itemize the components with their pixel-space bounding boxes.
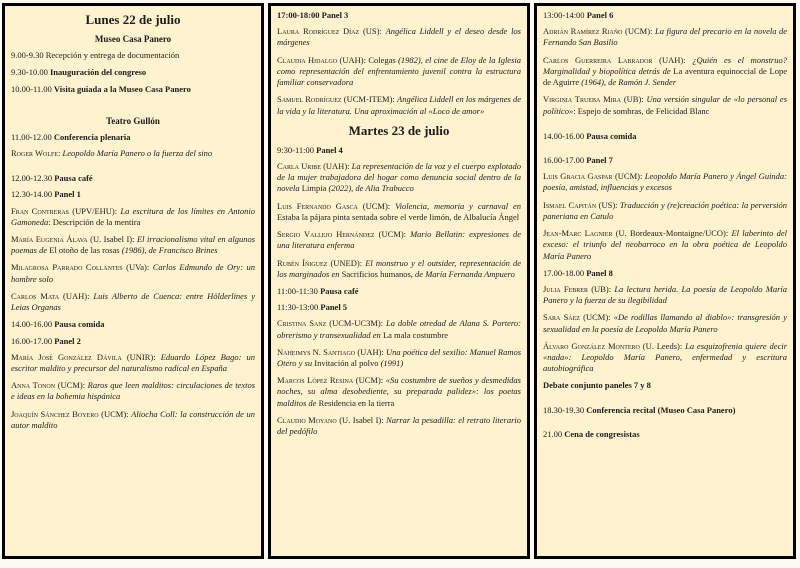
day-title: Lunes 22 de julio bbox=[85, 12, 181, 27]
column-monday bbox=[2, 3, 264, 559]
talk-entry: Luis Fernando Gasca (UCM): Violencia, memoria y carnaval en Estaba la pájara pinta sentada sobre el verde limón, de Albalucía Ángel bbox=[277, 200, 521, 222]
slot-heading: 11.00-12.00 Conferencia plenaria bbox=[11, 131, 131, 142]
talk-entry: Virginia Trueba Mira (UB): Una versión singular de «lo personal es político»: Espejo de sombras, de Felicidad Blanc bbox=[543, 94, 788, 116]
schedule-item: 10.00-11.00 Visita guiada a la Museo Casa Panero bbox=[11, 84, 191, 95]
slot-heading: 12.00-12.30 Pausa café bbox=[11, 173, 93, 184]
talk-entry: Luis Gracia Gaspar (UCM): Leopoldo María Panero y Ángel Guinda: poesía, amistad, influencias y excesos bbox=[543, 171, 788, 193]
slot-heading: 11:30-13:00 Panel 5 bbox=[277, 302, 348, 313]
talk-entry: Anna Tonon (UCM): Raros que leen malditos: circulaciones de textos e ideas en la bohemia hispánica bbox=[11, 380, 256, 402]
slot-heading: 14.00-16.00 Pausa comida bbox=[543, 130, 637, 141]
talk-entry: Milagrosa Parrado Collantes (UVa): Carlos Edmundo de Ory: un hombre solo bbox=[11, 262, 256, 284]
talk-entry: Fran Contreras (UPV/EHU): La escritura de los límites en Antonio Gamoneda: Descripción de la mentira bbox=[11, 205, 256, 227]
slot-heading: 14.00-16.00 Pausa comida bbox=[11, 319, 105, 330]
talk-entry: Laura Rodríguez Díaz (US): Angélica Liddell y el deseo desde los márgenes bbox=[277, 26, 521, 48]
talk-entry: Cristina Sanz (UCM-UC3M): La doble otredad de Alana S. Portero: obrerismo y transexualidad en La mala costumbre bbox=[277, 318, 521, 340]
slot-heading: 21.00 Cena de congresistas bbox=[543, 428, 640, 439]
slot-heading: 17.00-18.00 Panel 8 bbox=[543, 267, 613, 278]
talk-entry: Carlos Guerreira Labrador (UAH): ¿Quién es el monstruo? Marginalidad y biopolítica detrás de La aventura equinoccial de Lope de Aguirre (1964), de Ramón J. Sender bbox=[543, 54, 787, 88]
venue-heading: Museo Casa Panero bbox=[94, 34, 172, 44]
day-title: Martes 23 de julio bbox=[348, 122, 450, 138]
talk-entry: Sergio Vallejo Hernández (UCM): Mario Bellatin: expresiones de una literatura enferma bbox=[277, 229, 522, 251]
talk-entry: Carla Uribe (UAH): La representación de la voz y el cuerpo explotado de la mujer trabajadora del hogar como denuncia social dentro de la novela Limpia (2022), de Alia Trabucco bbox=[277, 160, 522, 194]
column-tuesday-afternoon bbox=[534, 3, 796, 559]
slot-heading: 13:00-14:00 Panel 6 bbox=[543, 10, 614, 20]
talk-entry: Claudia Hidalgo (UAH): Colegas (1982), el cine de Eloy de la Iglesia como representación del enfrentamiento juvenil contra la estructura familiar conservadora bbox=[277, 54, 521, 88]
slot-heading: 18.30-19.30 Conferencia recital (Museo Casa Panero) bbox=[543, 404, 736, 415]
slot-heading: 11:00-11:30 Pausa café bbox=[277, 285, 359, 296]
slot-heading: 16.00-17.00 Panel 7 bbox=[543, 154, 613, 165]
schedule-item: 9.00-9.30 Recepción y entrega de documentación bbox=[11, 50, 180, 60]
talk-entry: Ismael Capitán (US): Traducción y (re)creación poética: la perversión paneriana en Catulo bbox=[543, 199, 787, 221]
talk-entry: Rubén Íñiguez (UNED): El monstruo y el outsider, representación de los marginados en Sacrificios humanos, de María Fernanda Ampuero bbox=[277, 257, 522, 279]
talk-entry: Carlos Mata (UAH): Luis Alberto de Cuenca: entre Hölderlines y Leias Organas bbox=[11, 290, 255, 313]
talk-entry: Joaquín Sánchez Boyero (UCM): Aliocha Coll: la construcción de un autor maldito bbox=[11, 408, 256, 430]
schedule-item: 9.30-10.00 Inauguración del congreso bbox=[11, 67, 147, 78]
column-tuesday-morning bbox=[268, 3, 530, 559]
talk-entry: Claudio Moyano (U. Isabel I): Narrar la pesadilla: el retrato literario del pedófilo bbox=[277, 414, 522, 437]
talk-entry: Julia Febrer (UB): La lectura herida. La poesía de Leopoldo María Panero y la fuerza de su ilegibilidad bbox=[543, 283, 788, 306]
talk-entry: Samuel Rodríguez (UCM-ITEM): Angélica Liddell en los márgenes de la vida y la literatura. Una aproximación al «Loco de amor» bbox=[277, 94, 522, 116]
debate-heading: Debate conjunto paneles 7 y 8 bbox=[543, 380, 651, 391]
talk-entry: Naheimys N. Santiago (UAH): Una poética del sexilio: Manuel Ramos Otero y su Invitación al polvo (1991) bbox=[277, 346, 522, 369]
talk-entry: María José González Dávila (UNIR): Eduardo López Bago: un escritor maldito y precursor del naturalismo radical en España bbox=[11, 351, 256, 373]
slot-heading: 16.00-17.00 Panel 2 bbox=[11, 335, 81, 346]
slot-heading: 9:30-11:00 Panel 4 bbox=[277, 144, 343, 155]
talk-entry: María Eugenia Álava (U. Isabel I): El irracionalismo vital en algunos poemas de El otoño de las rosas (1986), de Francisco Brines bbox=[11, 233, 256, 256]
talk-entry: Roger Wolfe: Leopoldo María Panero o la fuerza del sino bbox=[11, 147, 213, 158]
talk-entry: Sara Sáez (UCM): «De rodillas llamando al diablo»: transgresión y sexualidad en la poesía de Leopoldo María Panero bbox=[543, 312, 787, 334]
talk-entry: Adrián Ramírez Riaño (UCM): La figura del precario en la novela de Fernando San Basilio bbox=[543, 26, 788, 48]
talk-entry: Marcos López Resina (UCM): «Su costumbre de sueños y desmedidas noches, su alma desobediente, su preparada palidez»: los poetas malditos de Residencia en la tierra bbox=[277, 375, 521, 408]
slot-heading: 17:00-18:00 Panel 3 bbox=[277, 10, 349, 20]
talk-entry: Álvaro González Montero (U. Leeds): La esquizofrenia quiere decir «nada»: Leopoldo María Panero, enfermedad y escritura autobiográfica bbox=[543, 340, 788, 374]
talk-entry: Jean-Marc Lagnier (U. Bordeaux-Montaigne/UCO): El laberinto del exceso: el triunfo del neobarroco en la obra poética de Leopoldo María Panero bbox=[543, 228, 788, 261]
venue-heading: Teatro Gullón bbox=[106, 115, 160, 126]
slot-heading: 12.30-14.00 Panel 1 bbox=[11, 189, 81, 200]
